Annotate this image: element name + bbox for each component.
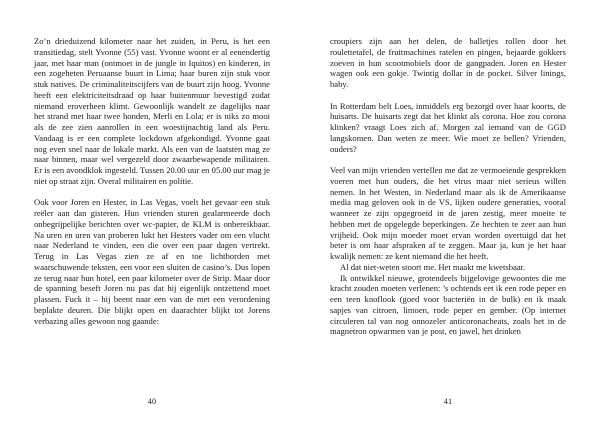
left-page-number: 40 [147, 397, 157, 406]
left-paragraph-1: Zo’n drieduizend kilometer naar het zuiden, in Peru, is het een transitiedag, stelt Yvonne (55) vast. Yvonne woont er al eenendertig jaar, met haar man (ontmoet in de jungle in Iquitos) en kinderen, in een zogeheten Peruaanse buurt in Lima; haar buren zijn stuk voor stuk natives. De criminaliteitscijfers van de buurt zijn hoog. Yvonne heeft een elektriciteitsdraad op haar buitenmuur bevestigd zodat niemand eroverheen klimt. Gewoonlijk wandelt ze dagelijks naar het strand met haar twee honden, Merli en Lola; er is niks zo mooi als de zee zien aanrollen in een woestijnachtig land als Peru. Vandaag is er een complete lockdown afgekondigd. Yvonne gaat nog even snel naar de lokale markt. Als een van de laatsten mag ze naar binnen, maar wel vergezeld door zwaarbewapende militairen. Er is een avondklok ingesteld. Tussen 20.00 uur en 05.00 uur mag je niet op straat zijn. Overal militairen en politie. [34, 36, 270, 186]
right-paragraph-5: Ik ontwikkel nieuwe, grotendeels bijgelovige gewoontes die me kracht zouden moeten verlenen: ’s ochtends eet ik een rode peper en een teen knoflook (goed voor bacteriën in de bulk) en ik maak sapjes van citroen, limoen, rode peper en gember. (Op internet circuleren tal van nog onnozeler anticoronacheats, zoals het in de magnetron opwarmen van je post, en jawel, het drinken [330, 272, 566, 337]
right-paragraph-3: Veel van mijn vrienden vertellen me dat ze vermoeiende gesprekken voeren met hun ouders, die het virus maar niet serieus willen nemen. In het Westen, in Nederland maar als ik de Amerikaanse media mag geloven ook in de VS, lijken oudere generaties, vooral wanneer ze zijn opgegroeid in de jaren zestig, meer moeite te hebben met de opgelegde beperkingen. Ze hechten te zeer aan hun vrijheid. Ook mijn moeder moet ervan worden overtuigd dat het beter is om haar afspraken af te zeggen. Maar ja, kun je het haar kwalijk nemen: ze kent niemand die het heeft. [330, 165, 566, 261]
right-paragraph-4: Al dat niet-weten stoort me. Het maakt me kwetsbaar. [340, 261, 526, 272]
right-paragraph-1: croupiers zijn aan het delen, de balletjes rollen door het roulettetafel, de fruitmachines ratelen en pingen, bejaarde gokkers zoeven in hun scootmobiels door de gangpaden. Joren en Hester wagen ook een gokje. Twintig dollar in de pocket. Silver linings, baby. [330, 36, 566, 89]
right-page-number: 41 [443, 397, 453, 406]
left-paragraph-2: Ook voor Joren en Hester, in Las Vegas, voelt het gevaar een stuk reëler aan dan gisteren. Hun vrienden sturen gealarmeerde doch onbegrijpelijke berichten over wc-papier, de KLM is onbereikbaar. Na uren en uren van proberen lukt het Hesters vader om een vlucht naar Nederland te vinden, een die over een paar dagen vertrekt. Terug in Las Vegas zien ze af en toe lichtborden met waarschuwende teksten, een voor een sluiten de casino’s. Dus lopen ze terug naar hun hotel, een paar kilometer over de Strip. Maar door de spanning beseft Joren nu pas dat hij eigenlijk ontzettend moet plassen. Fuck it – hij beent naar een van de met een verordening beplakte deuren. Die blijkt open en daarachter blijkt tot Jorens verbazing alles gewoon nog gaande: [34, 197, 270, 326]
left-page [34, 36, 270, 326]
right-paragraph-2: In Rotterdam belt Loes, inmiddels erg bezorgd over haar koorts, de huisarts. De huisarts zegt dat het klinkt als corona. Hoe zou corona klinken? vraagt Loes zich af. Morgen zal iemand van de GGD langskomen. Dan weten ze meer. Wie moet ze bellen? Vrienden, ouders? [330, 100, 566, 154]
right-page [330, 36, 566, 337]
